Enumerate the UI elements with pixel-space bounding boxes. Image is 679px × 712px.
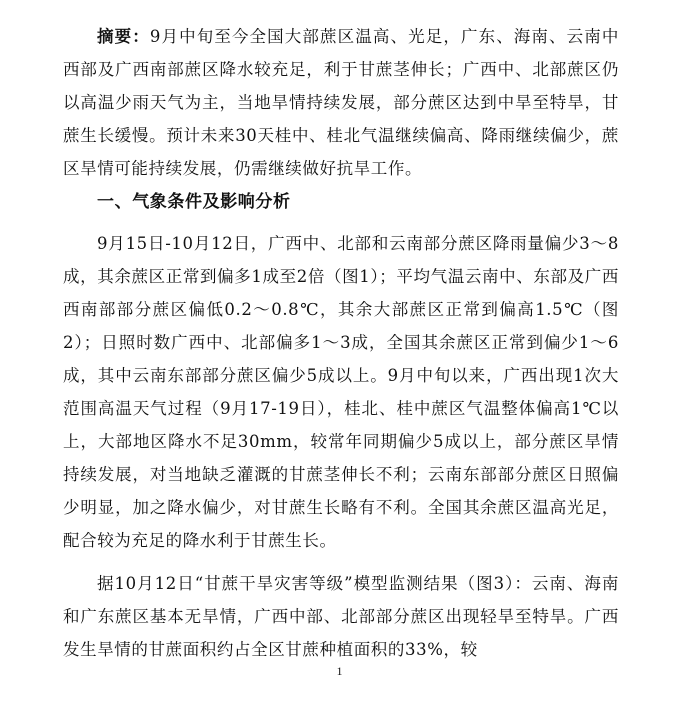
section-heading: 一、气象条件及影响分析 xyxy=(97,192,291,212)
abstract-label: 摘要： xyxy=(97,27,150,46)
body-paragraph-2: 据10月12日“甘蔗干旱灾害等级”模型监测结果（图3）：云南、海南和广东蔗区基本无旱情，广西中部、北部部分蔗区出现轻旱至特旱。广西发生旱情的甘蔗面积约占全区甘蔗种植面积的33%，较 xyxy=(63,574,619,659)
page-number: 1 xyxy=(336,664,343,678)
body-paragraph-1: 9月15日-10月12日，广西中、北部和云南部分蔗区降雨量偏少3～8成，其余蔗区正常到偏多1成至2倍（图1）；平均气温云南中、东部及广西西南部部分蔗区偏低0.2～0.8℃，其余大部蔗区正常到偏高1.5℃（图2）；日照时数广西中、北部偏多1～3成，全国其余蔗区正常到偏少1～6成，其中云南东部部分蔗区偏少5成以上。9月中旬以来，广西出现1次大范围高温天气过程（9月17-19日），桂北、桂中蔗区气温整体偏高1℃以上，大部地区降水不足30mm，较常年同期偏少5成以上，部分蔗区旱情持续发展，对当地缺乏灌溉的甘蔗茎伸长不利；云南东部部分蔗区日照偏少明显，加之降水偏少，对甘蔗生长略有不利。全国其余蔗区温高光足，配合较为充足的降水利于甘蔗生长。 xyxy=(63,234,619,550)
abstract-paragraph xyxy=(63,20,619,185)
abstract-text: 9月中旬至今全国大部蔗区温高、光足，广东、海南、云南中西部及广西南部蔗区降水较充足，利于甘蔗茎伸长；广西中、北部蔗区仍以高温少雨天气为主，当地旱情持续发展，部分蔗区达到中旱至特旱，甘蔗生长缓慢。预计未来30天桂中、桂北气温继续偏高、降雨继续偏少，蔗区旱情可能持续发展，仍需继续做好抗旱工作。 xyxy=(63,27,619,178)
